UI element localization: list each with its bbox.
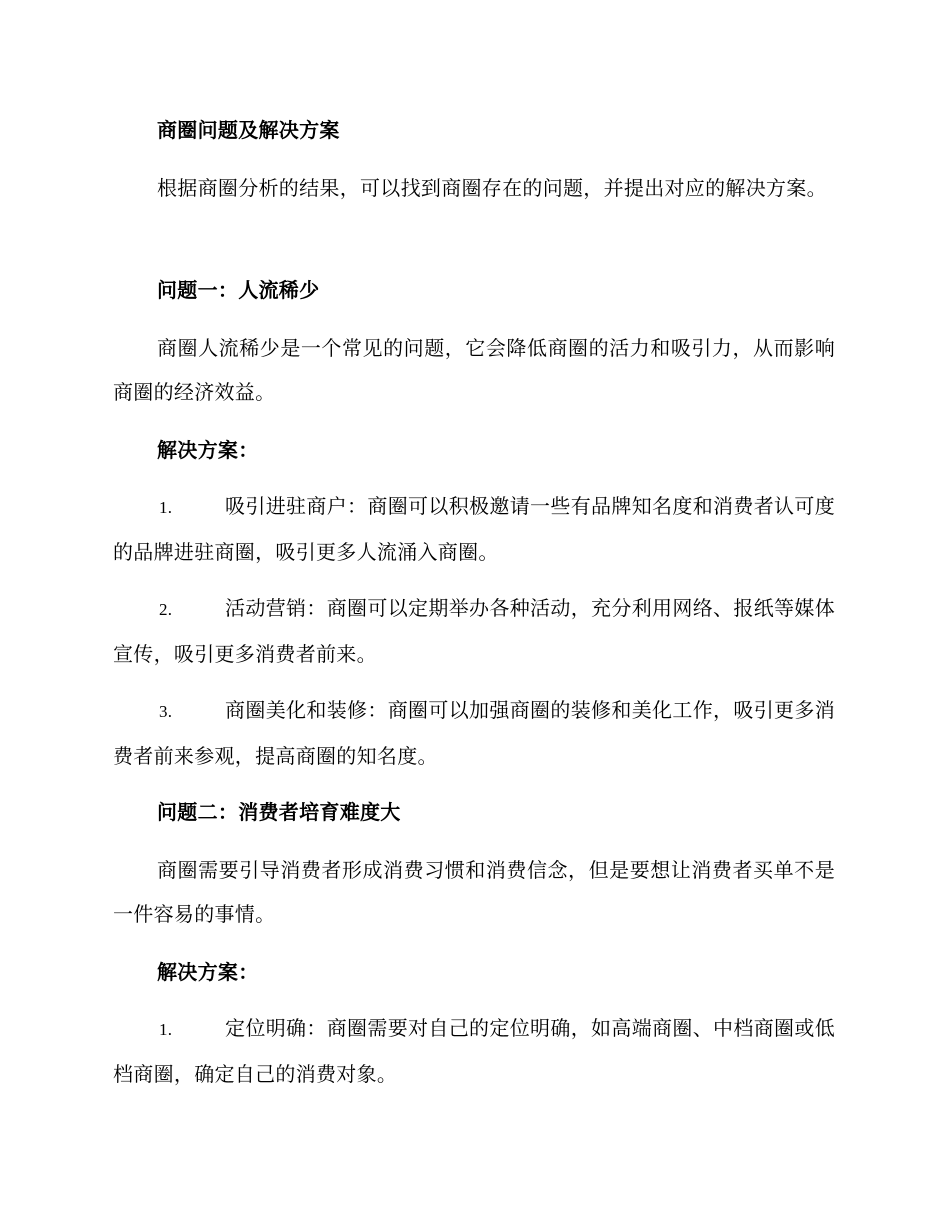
list-item-text: 定位明确：商圈需要对自己的定位明确，如高端商圈、中档商圈或低档商圈，确定自己的消费对象。 [113,1016,835,1086]
document-title: 商圈问题及解决方案 [157,118,340,142]
list-number: 1. [159,1020,173,1039]
list-number: 1. [159,498,173,517]
list-item-text: 吸引进驻商户：商圈可以积极邀请一些有品牌知名度和消费者认可度的品牌进驻商圈，吸引更多人流涌入商圈。 [113,494,835,564]
problem-1-solution-item-2 [113,586,835,676]
list-item-text: 商圈美化和装修：商圈可以加强商圈的装修和美化工作，吸引更多消费者前来参观，提高商圈的知名度。 [113,698,835,768]
problem-1-solution-item-3 [113,688,835,778]
intro-paragraph: 根据商圈分析的结果，可以找到商圈存在的问题，并提出对应的解决方案。 [157,176,827,200]
list-number: 2. [159,600,173,619]
list-item-text: 活动营销：商圈可以定期举办各种活动，充分利用网络、报纸等媒体宣传，吸引更多消费者前来。 [113,596,835,666]
problem-1-heading: 问题一：人流稀少 [157,278,320,302]
problem-2-solution-heading: 解决方案： [157,960,259,984]
problem-2-heading: 问题二：消费者培育难度大 [157,800,401,824]
problem-2-solution-item-1 [113,1006,835,1096]
problem-1-solution-item-1 [113,484,835,574]
list-number: 3. [159,702,173,721]
problem-2-description: 商圈需要引导消费者形成消费习惯和消费信念，但是要想让消费者买单不是一件容易的事情。 [113,858,835,926]
problem-1-solution-heading: 解决方案： [157,438,259,462]
problem-1-description: 商圈人流稀少是一个常见的问题，它会降低商圈的活力和吸引力，从而影响商圈的经济效益。 [113,336,835,404]
